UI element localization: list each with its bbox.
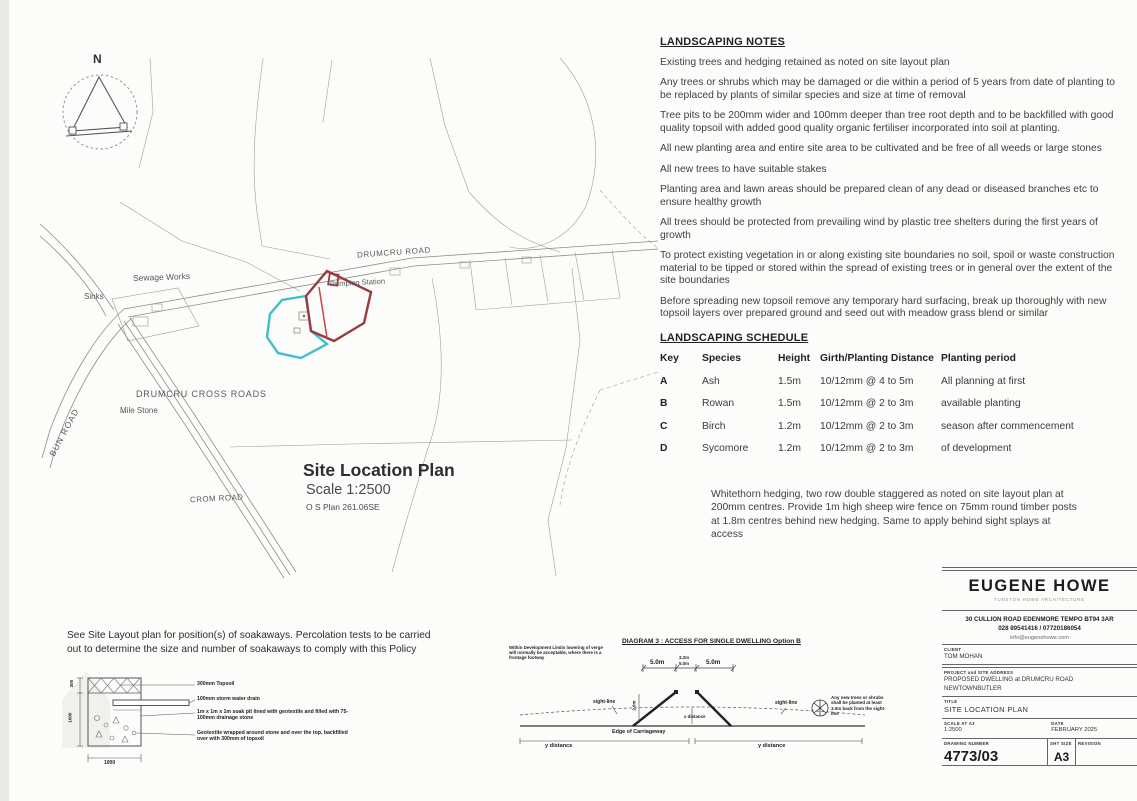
date-value: FEBRUARY 2025: [1051, 727, 1098, 734]
landscaping-notes-heading: LANDSCAPING NOTES: [660, 36, 786, 48]
firm-subtitle: TUNSTON HOWE ARCHITECTURE: [994, 597, 1085, 602]
dim-3-2m: 3.2m: [679, 655, 690, 660]
title-block: [942, 567, 1137, 766]
soakaway-dim-300: 300: [69, 679, 75, 688]
map-label-sewage-works: Sewage Works: [132, 271, 191, 283]
dim-5m-left: 5.0m: [650, 659, 665, 666]
map-label-mile-stone: Mile Stone: [120, 406, 158, 415]
schedule-cell: A: [660, 375, 668, 387]
schedule-cell: 10/12mm @ 4 to 5m: [820, 375, 914, 387]
adjacent-land-boundary: [267, 296, 327, 358]
firm-email: info@eugenehowe.com: [1010, 634, 1069, 641]
client-label: CLIENT: [944, 646, 962, 652]
note-paragraph: To protect existing vegetation in or along existing site boundaries no soil, spoil or waste construction material to be tipped or stored within the spread of existing trees or in general over the extent of the site boundaries: [660, 249, 1115, 287]
column-header: Planting period: [941, 353, 1016, 364]
tree-planting-note: Any new trees or shrubs shall be planted at least 3.0m back from the sight-line: [831, 695, 886, 716]
schedule-cell: available planting: [941, 398, 1021, 409]
schedule-table: [660, 353, 1116, 466]
soakaway-annotation: 100mm storm water drain: [197, 696, 260, 702]
firm-name: EUGENE HOWE: [968, 577, 1111, 595]
schedule-cell: 10/12mm @ 2 to 3m: [820, 443, 914, 454]
date-label: DATE: [1051, 721, 1064, 727]
scale-value: 1:2500: [944, 727, 962, 734]
note-paragraph: Before spreading new topsoil remove any temporary hard surfacing, break up thoroughly with new topsoil layers over prepared ground and seed out with meadow grass blend or similar: [660, 295, 1107, 320]
y-distance-label-left: y distance: [545, 743, 573, 749]
sheet-size-label: SHT SIZE: [1050, 740, 1072, 746]
map-os-plan-ref: O S Plan 261.06SE: [306, 502, 380, 512]
soakaway-annotation: 1m x 1m x 1m soak pit lined with geotextile and filled with 75-100mm drainage stone: [197, 709, 349, 722]
project-line1: PROPOSED DWELLING at DRUMCRU ROAD: [944, 676, 1074, 684]
project-label: PROJECT and SITE ADDRESS: [944, 670, 1014, 676]
soakaway-dim-1000-side: 1000: [67, 712, 73, 723]
site-inner-division: [319, 287, 327, 338]
revision-label: REVISION: [1078, 740, 1101, 746]
schedule-cell: All planning at first: [941, 375, 1026, 387]
note-paragraph: Existing trees and hedging retained as noted on site layout plan: [660, 57, 950, 68]
sheet-size-value: A3: [1053, 749, 1070, 764]
column-header: Girth/Planting Distance: [820, 353, 934, 364]
landscaping-schedule-heading: LANDSCAPING SCHEDULE: [660, 332, 809, 344]
soakaway-dim-1000-bottom: 1000: [104, 760, 116, 766]
site-location-map: [40, 50, 660, 580]
schedule-cell: D: [660, 443, 668, 454]
map-label-drumcru-road: DRUMCRU ROAD: [356, 245, 432, 260]
y-distance-label-right: y distance: [758, 743, 786, 749]
schedule-cell: C: [660, 420, 668, 432]
schedule-cell: Birch: [702, 420, 726, 432]
client-value: TOM MOHAN: [944, 652, 983, 660]
tree-symbol-icon: [812, 700, 828, 716]
map-label-sinks: Sinks: [84, 292, 104, 301]
schedule-cell: 1.5m: [778, 375, 801, 387]
schedule-cell: B: [660, 398, 668, 409]
project-line2: NEWTOWNBUTLER: [944, 684, 1002, 692]
map-scale: Scale 1:2500: [306, 482, 391, 498]
map-label-drumcru-cross-roads: DRUMCRU CROSS ROADS: [136, 389, 267, 399]
column-header: Key: [660, 353, 679, 364]
note-paragraph: Tree pits to be 200mm wider and 100mm deeper than tree root depth and to be backfilled with good quality topsoil with added good quality organic fertiliser incorporated into soil at planting.: [660, 110, 1114, 135]
schedule-cell: Rowan: [702, 398, 735, 409]
note-paragraph: All new trees to have suitable stakes: [660, 163, 827, 175]
map-title: Site Location Plan: [303, 460, 455, 480]
access-diagram-title: DIAGRAM 3 : ACCESS FOR SINGLE DWELLING Option B: [622, 638, 801, 645]
dim-5m-right: 5.0m: [706, 659, 721, 666]
carriageway-label: Edge of Carriageway: [612, 729, 666, 735]
sight-line-label-right: sight-line: [775, 700, 798, 706]
hedging-note: Whitethorn hedging, two row double staggered as noted on site layout plan at 200mm centres. Provide 1m high sheep wire fence on 75mm round timber posts at 1.8m centres behind new hedging. Same to apply behind sight splays at access: [711, 489, 1077, 541]
map-label-crom-road: CROM ROAD: [189, 492, 244, 505]
x-distance-label: x distance: [684, 714, 706, 719]
scale-label: SCALE AT A3: [944, 721, 975, 727]
note-paragraph: All trees should be protected from prevailing wind by plastic tree shelters during the first years of growth: [660, 216, 1098, 241]
schedule-cell: 1.2m: [778, 420, 801, 432]
drawing-number-value: 4773/03: [944, 747, 999, 765]
access-diagram-note: Within Development Limits lowering of verge will normally be acceptable, where there is a frontage footway: [509, 645, 603, 661]
drawing-title-value: SITE LOCATION PLAN: [944, 705, 1029, 715]
schedule-cell: 10/12mm @ 2 to 3m: [820, 398, 914, 409]
firm-address: 30 CULLION ROAD EDENMORE TEMPO BT94 3AR: [965, 616, 1114, 623]
landscaping-schedule: [660, 332, 1116, 466]
map-label-pumping-station: Pumping Station: [329, 276, 386, 289]
soakaway-annotation: 300mm Topsoil: [197, 681, 235, 687]
drawing-number-label: DRAWING NUMBER: [944, 740, 990, 746]
column-header: Species: [702, 353, 741, 364]
scan-edge-strip: [0, 0, 9, 801]
soakaway-note: See Site Layout plan for position(s) of soakaways. Percolation tests to be carried out to determine the size and number of soakaways to comply with this Policy: [67, 630, 431, 655]
map-label-bun-road: BUN ROAD: [47, 406, 81, 458]
north-label: N: [93, 52, 102, 66]
column-header: Height: [778, 353, 811, 364]
schedule-cell: 10/12mm @ 2 to 3m: [820, 420, 914, 432]
schedule-cell: of development: [941, 443, 1012, 454]
schedule-cell: 1.5m: [778, 398, 801, 409]
note-paragraph: Planting area and lawn areas should be prepared clean of any dead or diseased branches etc to ensure healthy growth: [660, 183, 1099, 208]
schedule-cell: Sycomore: [702, 443, 749, 454]
landscaping-notes: [660, 36, 1118, 329]
note-paragraph: Any trees or shrubs which may be damaged or die within a period of 5 years from date of planting to be replaced by plants of similar species and size at time of removal: [660, 77, 1116, 102]
soakaway-annotation: Geotextile wrapped around stone and over the top, backfilled over with 300mm of topsoil: [197, 730, 348, 743]
dim-2m-height: 2.0m: [631, 700, 637, 711]
schedule-cell: 1.2m: [778, 443, 801, 454]
firm-phone: 028 89541416 / 07720186054: [998, 625, 1081, 633]
schedule-cell: Ash: [702, 375, 720, 387]
sight-line-label-left: sight-line: [593, 699, 616, 705]
note-paragraph: All new planting area and entire site area to be cultivated and be free of all weeds or large stones: [660, 143, 1102, 155]
schedule-cell: season after commencement: [941, 420, 1074, 432]
dim-5m-mid: 5.0m: [679, 661, 690, 666]
drawing-title-label: TITLE: [944, 699, 958, 705]
